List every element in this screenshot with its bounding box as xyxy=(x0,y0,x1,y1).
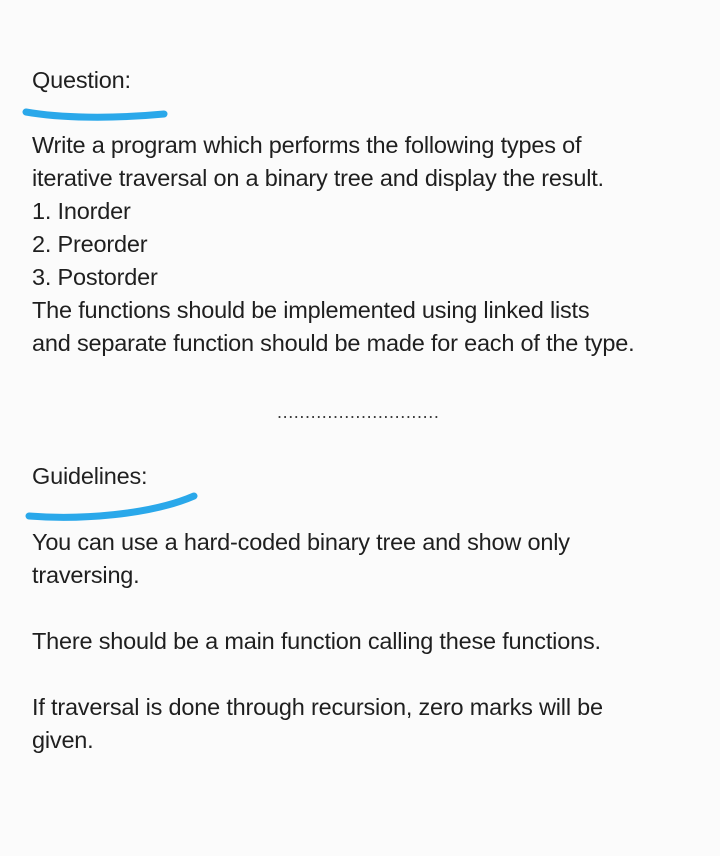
guideline-paragraph xyxy=(32,625,692,658)
question-highlight-stroke xyxy=(26,112,164,117)
question-line: The functions should be implemented using linked lists xyxy=(32,297,590,323)
guideline-paragraph xyxy=(32,526,692,592)
question-line: 3. Postorder xyxy=(32,264,158,290)
question-heading: Question: xyxy=(32,67,131,93)
guideline-line: traversing. xyxy=(32,562,140,588)
guideline-line: given. xyxy=(32,727,94,753)
dotted-separator: ............................. xyxy=(277,402,440,422)
question-line: 2. Preorder xyxy=(32,231,148,257)
question-line: 1. Inorder xyxy=(32,198,131,224)
question-line: iterative traversal on a binary tree and display the result. xyxy=(32,165,604,191)
guideline-paragraph xyxy=(32,691,692,757)
question-body xyxy=(32,129,692,360)
guideline-line: You can use a hard-coded binary tree and show only xyxy=(32,529,570,555)
guideline-line: If traversal is done through recursion, zero marks will be xyxy=(32,694,603,720)
guideline-line: There should be a main function calling these functions. xyxy=(32,628,601,654)
guidelines-highlight-stroke xyxy=(29,496,194,517)
question-line: and separate function should be made for each of the type. xyxy=(32,330,635,356)
question-line: Write a program which performs the following types of xyxy=(32,132,582,158)
guidelines-heading: Guidelines: xyxy=(32,463,148,489)
